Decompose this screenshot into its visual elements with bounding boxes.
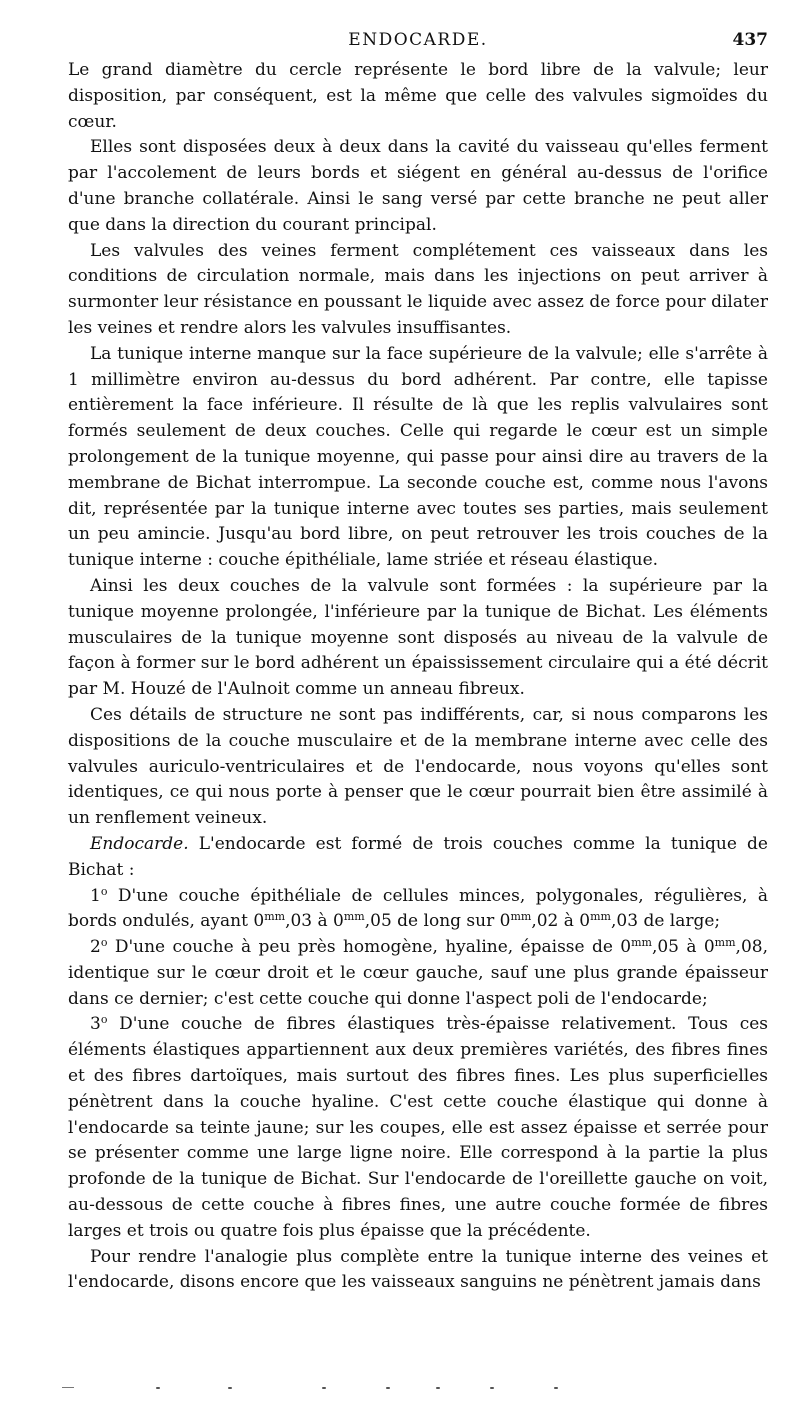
scan-mark xyxy=(322,1387,326,1389)
scan-mark xyxy=(490,1387,494,1389)
page-number: 437 xyxy=(732,30,768,50)
section-lead-endocarde: Endocarde. xyxy=(90,833,189,854)
list-item-layer-1: 1$^o$ D'une couche épithéliale de cellules minces, polygonales, régulières, à bords ondulés, ayant $0^{mm},03$ à $0^{mm},05$ de long sur $0^{mm},02$ à $0^{mm},03$ de large; xyxy=(68,884,768,932)
paragraph-valve-layers: Ainsi les deux couches de la valvule sont formées : la supérieure par la tunique moyenne prolongée, l'inférieure par la tunique de Bichat. Les éléments musculaires de la tunique moyenne sont disposés au niveau de la valvule de façon à former sur le bord adhérent un épaississement circulaire qui a été décrit par M. Houzé de l'Aulnoit comme un anneau fibreux. xyxy=(68,575,768,700)
scan-mark xyxy=(386,1387,390,1389)
paragraph-internal-tunic: La tunique interne manque sur la face supérieure de la valvule; elle s'arrête à 1 millimètre environ au-dessus du bord adhérent. Par contre, elle tapisse entièrement la face inférieure. Il résulte de là que les replis valvulaires sont formés seulement de deux couches. Celle qui regarde le cœur est un simple prolongement de la tunique moyenne, qui passe pour ainsi dire au travers de la membrane de Bichat interrompue. La seconde couche est, comme nous l'avons dit, représentée par la tunique interne avec toutes ses parties, mais seulement un peu amincie. Jusqu'au bord libre, on peut retrouver les trois couches de la tunique interne : couche épithéliale, lame striée et réseau élastique. xyxy=(68,343,768,571)
paragraph-valve-diameter: Le grand diamètre du cercle représente le bord libre de la valvule; leur disposition, par conséquent, est la même que celle des valvules sigmoïdes du cœur. xyxy=(68,60,768,132)
scan-mark xyxy=(554,1387,558,1389)
scan-artifacts xyxy=(60,1385,760,1393)
paragraph-valve-closure: Les valvules des veines ferment complétement ces vaisseaux dans les conditions de circulation normale, mais dans les injections on peut arriver à surmonter leur résistance en poussant le liquide avec assez de force pour dilater les veines et rendre alors les valvules insuffisantes. xyxy=(68,240,768,338)
page-body xyxy=(68,58,768,1296)
running-title: ENDOCARDE. xyxy=(348,30,488,50)
paragraph-endocarde-intro: Endocarde. L'endocarde est formé de trois couches comme la tunique de Bichat : xyxy=(68,833,768,880)
list-item-layer-2: 2$^o$ D'une couche à peu près homogène, hyaline, épaisse de $0^{mm},05$ à $0^{mm},08$, identique sur le cœur droit et le cœur gauche, sauf une plus grande épaisseur dans ce dernier; c'est cette couche qui donne l'aspect poli de l'endocarde; xyxy=(68,936,768,1009)
scan-mark xyxy=(156,1387,160,1389)
page-header xyxy=(68,30,768,54)
paragraph-valve-arrangement: Elles sont disposées deux à deux dans la cavité du vaisseau qu'elles ferment par l'accolement de leurs bords et siégent en général au-dessus de l'orifice d'une branche collatérale. Ainsi le sang versé par cette branche ne peut aller que dans la direction du courant principal. xyxy=(68,137,768,235)
paragraph-structure-details: Ces détails de structure ne sont pas indifférents, car, si nous comparons les dispositions de la couche musculaire et de la membrane interne avec celle des valvules auriculo-ventriculaires et de l'endocarde, nous voyons qu'elles sont identiques, ce qui nous porte à penser que le cœur pourrait bien être assimilé à un renflement veineux. xyxy=(68,704,768,829)
scan-mark xyxy=(436,1387,440,1389)
scan-mark xyxy=(228,1387,232,1389)
list-item-layer-3: 3$^o$ D'une couche de fibres élastiques très-épaisse relativement. Tous ces éléments élastiques appartiennent aux deux premières variétés, des fibres fines et des fibres dartoïques, mais surtout des fibres fines. Les plus superficielles pénètrent dans la couche hyaline. C'est cette couche élastique qui donne à l'endocarde sa teinte jaune; sur les coupes, elle est assez épaisse et serrée pour se présenter comme une large ligne noire. Elle correspond à la partie la plus profonde de la tunique de Bichat. Sur l'endocarde de l'oreillette gauche on voit, au-dessous de cette couche à fibres fines, une autre couche formée de fibres larges et trois ou quatre fois plus épaisse que la précédente. xyxy=(68,1013,768,1241)
paragraph-analogy: Pour rendre l'analogie plus complète entre la tunique interne des veines et l'endocarde, disons encore que les vaisseaux sanguins ne pénètrent jamais dans xyxy=(68,1246,768,1293)
scan-mark xyxy=(62,1387,74,1388)
